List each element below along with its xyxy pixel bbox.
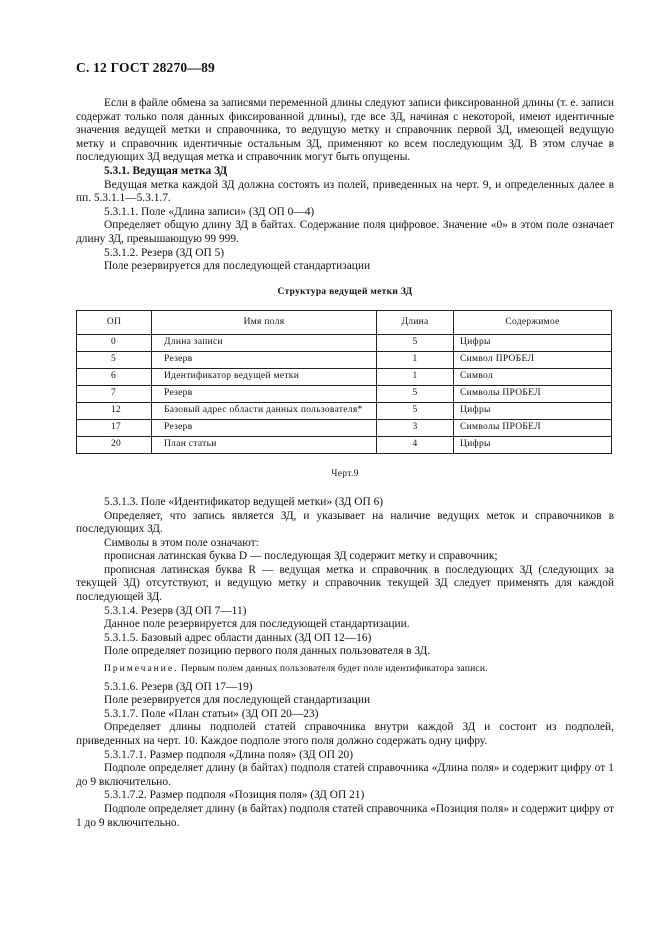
page-header: С. 12 ГОСТ 28270—89: [76, 60, 215, 75]
note: [76, 663, 614, 677]
subsection-title: 5.3.1.7.2. Размер подполя «Позиция поля» (ЗД ОП 21): [104, 789, 365, 802]
subsection-title: 5.3.1.5. Базовый адрес области данных (ЗД ОП 12—16): [104, 631, 372, 644]
table-row: [77, 369, 612, 386]
table-row: [77, 403, 612, 420]
cell-op: 0: [77, 335, 152, 352]
intro-paragraph: Если в файле обмена за записями переменной длины следуют записи фиксированной длины (т. е. записи содержат только поля данных фиксированной длины), где все ЗД, начиная с некоторой, имеют идентичные значения ведущей метки и справочника, то ведущую метку и справочник первой ЗД, имеющей ведущую метку и справочник идентичные остальным ЗД, применяют ко всем последующим ЗД. В этом случае в последующих ЗД ведущая метка и справочник могут быть опущены.: [76, 97, 614, 164]
symbols-intro: Символы в этом поле означают:: [104, 536, 259, 549]
subsection-title: 5.3.1.4. Резерв (ЗД ОП 7—11): [104, 604, 247, 617]
cell-content: Символ ПРОБЕЛ: [454, 352, 612, 369]
cell-length: 4: [377, 437, 454, 454]
leader-structure-table: [76, 310, 612, 454]
table-row: [77, 420, 612, 437]
subsection-text: Поле определяет позицию первого поля данных пользователя в ЗД.: [104, 645, 431, 658]
subsection-text: Определяет общую длину ЗД в байтах. Содержание поля цифровое. Значение «0» в этом поле означает длину ЗД, превышающую 99 999.: [76, 219, 614, 245]
cell-content: Цифры: [454, 437, 612, 454]
subsection-text: Поле резервируется для последующей стандартизации: [104, 694, 371, 707]
cell-name: Длина записи: [152, 335, 377, 352]
cell-op: 5: [77, 352, 152, 369]
cell-op: 17: [77, 420, 152, 437]
table-row: [77, 335, 612, 352]
subsection-text: Определяет длины подполей статей справочника внутри каждой ЗД и состоит из подполей, приведенных на черт. 10. Каждое подполе этого поля должно содержать одну цифру.: [76, 721, 614, 747]
cell-content: Цифры: [454, 403, 612, 420]
cell-name: Резерв: [152, 386, 377, 403]
cell-length: 5: [377, 335, 454, 352]
subsection-title: 5.3.1.6. Резерв (ЗД ОП 17—19): [104, 680, 253, 693]
column-header-op: ОП: [77, 311, 152, 335]
cell-content: Цифры: [454, 335, 612, 352]
cell-content: Символы ПРОБЕЛ: [454, 420, 612, 437]
section-heading-5-3-1: 5.3.1. Ведущая метка ЗД: [104, 164, 228, 177]
table-header-row: [77, 311, 612, 335]
subsection-title: 5.3.1.3. Поле «Идентификатор ведущей метки» (ЗД ОП 6): [104, 495, 384, 508]
cell-name: Резерв: [152, 420, 377, 437]
cell-content: Символ: [454, 369, 612, 386]
cell-length: 1: [377, 369, 454, 386]
cell-length: 5: [377, 403, 454, 420]
cell-name: Резерв: [152, 352, 377, 369]
subsection-text: Подполе определяет длину (в байтах) подполя статей справочника «Длина поля» и содержит цифру от 1 до 9 включительно.: [76, 762, 614, 788]
column-header-name: Имя поля: [152, 311, 377, 335]
cell-name: Базовый адрес области данных пользователя*: [152, 403, 377, 420]
document-body: [76, 97, 614, 830]
subsection-title: 5.3.1.2. Резерв (ЗД ОП 5): [104, 246, 225, 259]
table-row: [77, 352, 612, 369]
cell-name: Идентификатор ведущей метки: [152, 369, 377, 386]
section-text: Ведущая метка каждой ЗД должна состоять из полей, приведенных на черт. 9, и определенных далее в пп. 5.3.1.1—5.3.1.7.: [76, 178, 614, 205]
figure-caption: Черт.9: [331, 469, 359, 480]
cell-content: Символы ПРОБЕЛ: [454, 386, 612, 403]
table-title: Структура ведущей метки ЗД: [277, 286, 413, 297]
symbol-d-description: прописная латинская буква D — последующая ЗД содержит метку и справочник;: [104, 550, 498, 563]
note-label: Примечание.: [104, 664, 179, 675]
cell-length: 5: [377, 386, 454, 403]
column-header-content: Содержимое: [454, 311, 612, 335]
note-text: Первым полем данных пользователя будет поле идентификатора записи.: [181, 664, 488, 675]
cell-length: 1: [377, 352, 454, 369]
subsection-title: 5.3.1.7.1. Размер подполя «Длина поля» (ЗД ОП 20): [104, 748, 354, 761]
subsection-text: Определяет, что запись является ЗД, и указывает на наличие ведущих меток и справочников в последующих ЗД.: [76, 509, 614, 536]
cell-op: 12: [77, 403, 152, 420]
cell-op: 6: [77, 369, 152, 386]
cell-length: 3: [377, 420, 454, 437]
cell-op: 20: [77, 437, 152, 454]
cell-name: План статьи: [152, 437, 377, 454]
cell-op: 7: [77, 386, 152, 403]
subsection-text: Подполе определяет длину (в байтах) подполя статей справочника «Позиция поля» и содержит цифру от 1 до 9 включительно.: [76, 802, 614, 829]
subsection-title: 5.3.1.1. Поле «Длина записи» (ЗД ОП 0—4): [104, 205, 315, 218]
table-row: [77, 386, 612, 403]
symbol-r-description: прописная латинская буква R — ведущая метка и справочник в последующих ЗД (следующих за текущей ЗД) отсутствуют, и ведущую метку и справочник текущей ЗД следует применять для каждой последующей ЗД.: [76, 563, 614, 604]
subsection-title: 5.3.1.7. Поле «План статьи» (ЗД ОП 20—23): [104, 707, 319, 720]
table-row: [77, 437, 612, 454]
subsection-text: Данное поле резервируется для последующей стандартизации.: [104, 618, 410, 631]
column-header-length: Длина: [377, 311, 454, 335]
subsection-text: Поле резервируется для последующей стандартизации: [104, 260, 371, 273]
